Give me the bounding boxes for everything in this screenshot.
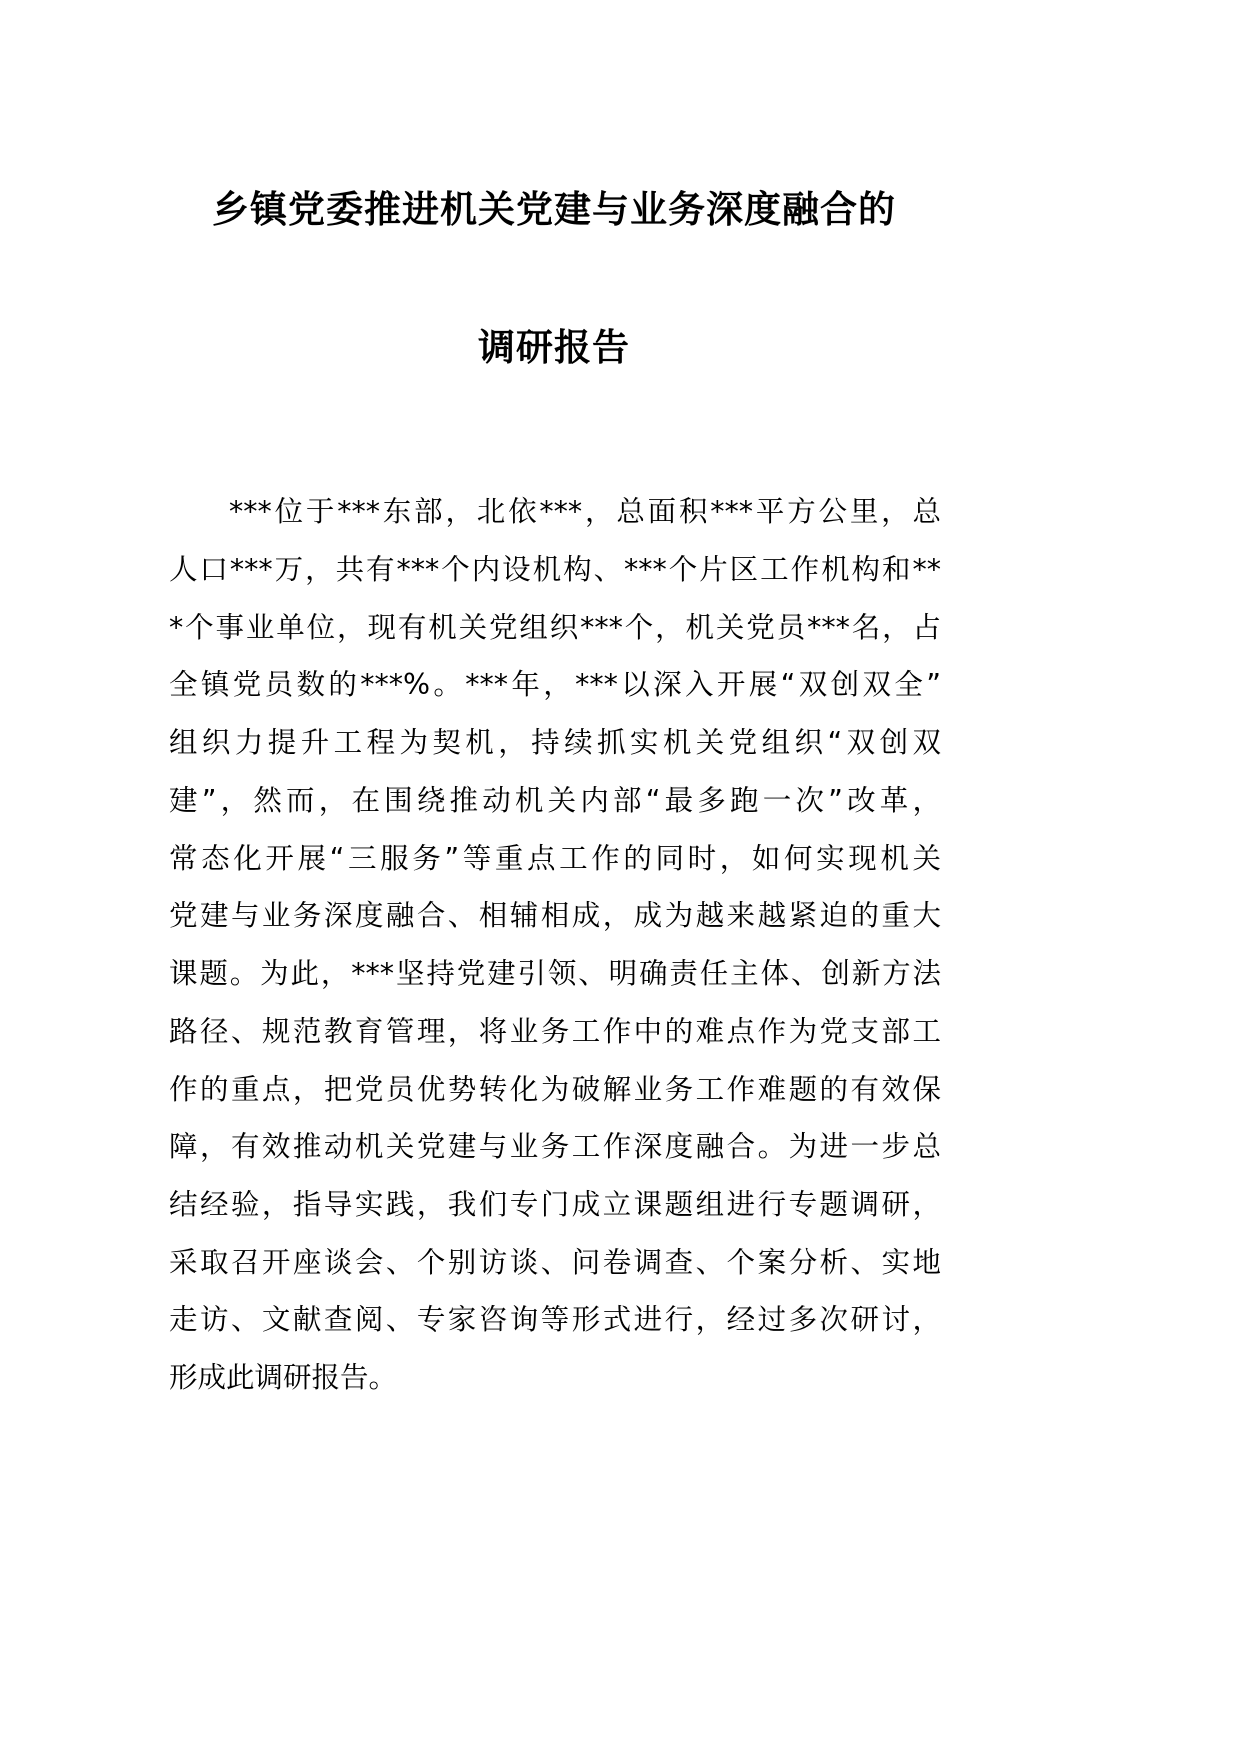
paragraph-line: 走访、文献查阅、专家咨询等形式进行，经过多次研讨， (169, 1303, 941, 1336)
paragraph-line: ***位于***东部，北依***，总面积***平方公里，总 (229, 495, 941, 528)
paragraph-line: 作的重点，把党员优势转化为破解业务工作难题的有效保 (169, 1073, 941, 1106)
paragraph-line: 党建与业务深度融合、相辅相成，成为越来越紧迫的重大 (169, 899, 941, 932)
document-title-line-1: 乡镇党委推进机关党建与业务深度融合的 (212, 188, 896, 231)
paragraph-line: 组织力提升工程为契机，持续抓实机关党组织“双创双 (169, 726, 941, 759)
paragraph-line: 路径、规范教育管理，将业务工作中的难点作为党支部工 (169, 1015, 941, 1048)
paragraph-line: *个事业单位，现有机关党组织***个，机关党员***名，占 (169, 611, 941, 644)
paragraph-line: 采取召开座谈会、个别访谈、问卷调查、个案分析、实地 (169, 1246, 941, 1279)
paragraph-line: 形成此调研报告。 (169, 1361, 398, 1394)
paragraph-line: 人口***万，共有***个内设机构、***个片区工作机构和** (169, 553, 941, 586)
paragraph-line: 全镇党员数的***%。***年，***以深入开展“双创双全” (169, 668, 941, 701)
paragraph-line: 常态化开展“三服务”等重点工作的同时，如何实现机关 (169, 842, 941, 875)
document-title-line-2: 调研报告 (478, 326, 630, 369)
paragraph-line: 结经验，指导实践，我们专门成立课题组进行专题调研， (169, 1188, 941, 1221)
paragraph-line: 课题。为此，***坚持党建引领、明确责任主体、创新方法 (169, 957, 941, 990)
paragraph-line: 建”，然而，在围绕推动机关内部“最多跑一次”改革， (169, 784, 941, 817)
paragraph-line: 障，有效推动机关党建与业务工作深度融合。为进一步总 (169, 1130, 941, 1163)
